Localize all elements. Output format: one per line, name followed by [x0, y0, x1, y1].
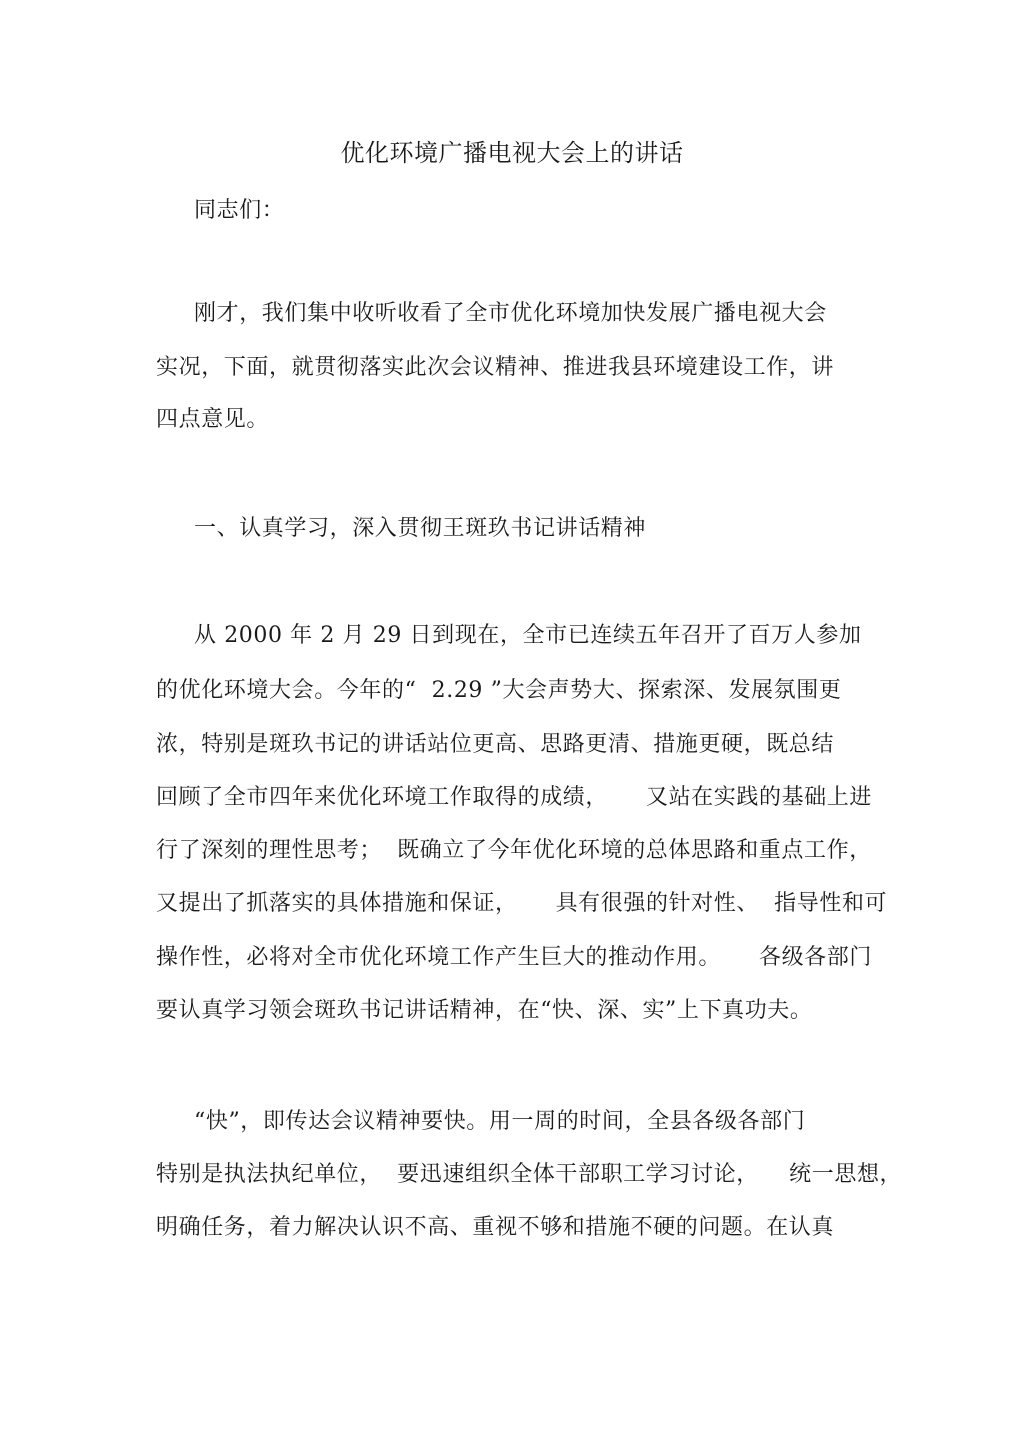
- paragraph-line: 从 2000 年 2 月 29 日到现在，全市已连续五年召开了百万人参加: [194, 623, 862, 648]
- paragraph-line: 刚才，我们集中收听收看了全市优化环境加快发展广播电视大会: [194, 301, 827, 326]
- paragraph-line: 又提出了抓落实的具体措施和保证， 具有很强的针对性、 指导性和可: [156, 891, 888, 916]
- paragraph-line: 操作性，必将对全市优化环境工作产生巨大的推动作用。 各级各部门: [156, 945, 872, 970]
- salutation: 同志们：: [194, 198, 285, 223]
- paragraph-line: 明确任务，着力解决认识不高、重视不够和措施不硬的问题。在认真: [156, 1215, 835, 1240]
- paragraph-line: 浓，特别是斑玖书记的讲话站位更高、思路更清、措施更硬，既总结: [156, 732, 835, 757]
- paragraph-line: 实况，下面，就贯彻落实此次会议精神、推进我县环境建设工作，讲: [156, 355, 835, 380]
- paragraph-line: “快”，即传达会议精神要快。用一周的时间，全县各级各部门: [194, 1109, 806, 1134]
- paragraph-line: 行了深刻的理性思考； 既确立了今年优化环境的总体思路和重点工作，: [156, 838, 872, 863]
- paragraph-line: 特别是执法执纪单位， 要迅速组织全体干部职工学习讨论， 统一思想，: [156, 1162, 903, 1187]
- paragraph-line: 要认真学习领会斑玖书记讲话精神，在“快、深、实”上下真功夫。: [156, 998, 813, 1023]
- paragraph-line: 的优化环境大会。今年的“ 2.29 ”大会声势大、探索深、发展氛围更: [156, 678, 842, 703]
- paragraph-line: 四点意见。: [156, 407, 270, 432]
- document-title: 优化环境广播电视大会上的讲话: [340, 139, 684, 167]
- section-heading: 一、认真学习，深入贯彻王斑玖书记讲话精神: [194, 516, 647, 541]
- paragraph-line: 回顾了全市四年来优化环境工作取得的成绩， 又站在实践的基础上进: [156, 785, 872, 810]
